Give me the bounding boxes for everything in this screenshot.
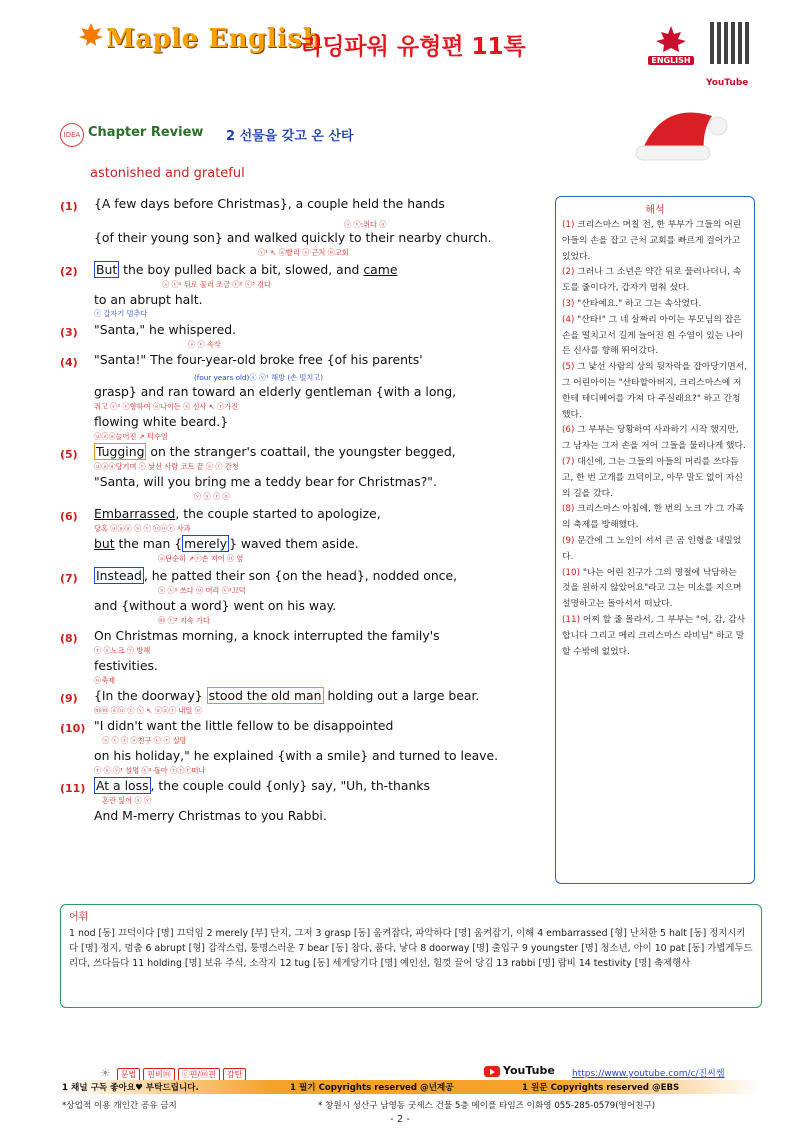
legend-tag: 문법: [117, 1068, 140, 1081]
sentence-number: (1): [60, 200, 78, 213]
youtube-label[interactable]: YouTube: [706, 78, 749, 88]
annotation: 쥐고 ⓥ² ⓡ향하여 ⓐ나이든 ⓢ 신사 ↖ ⓡ가진: [94, 402, 239, 411]
translation-item: (8) 크리스마스 아침에, 한 번의 노크 가 그 가족의 축제를 방해했다.: [562, 504, 745, 531]
translation-item: (6) 그 부부는 당황하여 사과하기 시작 했지만, 그 남자는 그저 손을 저어 그들을 물러나게 했다.: [562, 425, 746, 452]
vocabulary-title: 어휘: [69, 912, 89, 923]
passage-line: But the boy pulled back a bit, slowed, and came: [96, 262, 398, 277]
annotation: ⓢ ⓥ ⓡ ⓞ친구 ⓒ ⓡ 실망: [102, 736, 187, 745]
passage-line: "I didn't want the little fellow to be disappointed: [94, 718, 394, 733]
annotation: ⓥ ⓢ ⓡ ⓞ: [194, 492, 230, 501]
passage-line: "Santa!" The four-year-old broke free {of his parents': [94, 352, 423, 367]
sentence-number: (11): [60, 782, 86, 795]
sentence-number: (10): [60, 722, 86, 735]
passage-line: Instead , he patted their son {on the head}, nodded once,: [96, 568, 458, 583]
sentence-number: (7): [60, 572, 78, 585]
passage-line: {A few days before Christmas}, a couple held the hands: [94, 196, 445, 211]
maple-leaf-icon: [78, 22, 104, 48]
sun-icon: ☀: [100, 1066, 111, 1080]
passage-line: "Santa," he whispered.: [94, 322, 237, 337]
translation-item: (7) 대신에, 그는 그들의 아들의 머리를 쓰다듬고, 한 번 고개를 끄덕이고, 아무 말도 없이 자신의 길을 갔다.: [562, 456, 743, 499]
passage-line: grasp} and ran toward an elderly gentleman {with a long,: [94, 384, 457, 399]
sentence-number: (9): [60, 692, 78, 705]
vocabulary-box: [60, 904, 762, 1008]
translation-title: 해석: [645, 205, 665, 216]
sentence-number: (8): [60, 632, 78, 645]
passage-line: {In the doorway} stood the old man holding out a large bear.: [94, 688, 480, 703]
annotation: ⓢ ⓥ 속삭: [188, 340, 221, 349]
sentence-number: (3): [60, 326, 78, 339]
page-number: - 2 -: [390, 1114, 410, 1125]
sentence-number: (4): [60, 356, 78, 369]
annotation: ⓐ단순히 ↗ⓥ손 저어 ⓞ 옆: [158, 554, 244, 563]
footer-note: 1 원문 Copyrights reserved @EBS: [522, 1083, 680, 1093]
chapter-subtitle: 2 선물을 갖고 온 산타: [226, 129, 354, 144]
annotation: ⓢ ⓥ¹ 쓰다 ⓞ 머리 ⓥ²끄덕: [158, 586, 246, 595]
sentence-number: (2): [60, 265, 78, 278]
brand-name: Maple English: [106, 24, 322, 54]
annotation: ⓢ ⓥ:쥐다 ⓞ: [344, 220, 387, 229]
annotation: ⓡ ⓢ노크 ⓥ 방해: [94, 646, 151, 655]
logo-label: ENGLISH: [648, 56, 694, 65]
annotation: ⓡ 갑자기 멈추다: [94, 309, 148, 318]
footer-note: *상업적 이용 개인간 공유 금지: [62, 1101, 177, 1111]
passage-line: flowing white beard.}: [94, 414, 229, 429]
legend-tag: ⓒ핀/ⓜ핀: [178, 1068, 220, 1081]
annotation: ⓡ ⓢ ⓥ¹ 설명 ⓥ² 돌아 ⓡⓡⓡ떠나: [94, 766, 206, 775]
passage-line: {of their young son} and walked quickly to their nearby church.: [94, 230, 492, 245]
passage-line: Tugging on the stranger's coattail, the youngster begged,: [96, 444, 456, 459]
sentence-number: (6): [60, 510, 78, 523]
passage-line: and {without a word} went on his way.: [94, 598, 337, 613]
annotation: 혼란 잃어 ⓢ ⓥ: [102, 796, 152, 805]
youtube-play-icon: [484, 1066, 500, 1077]
footer-note: 1 필기 Copyrights reserved @넌계공: [290, 1083, 454, 1093]
annotation: ⓜⓜ ⓐⓐ ⓥ ⓢ ↖ ⓐⓐⓡ 내밀 ⓞ: [94, 706, 202, 715]
translation-item: (11) 어찌 할 줄 몰라서, 그 부부는 "어, 감, 감사합니다 그리고 메리 크리스마스 라비님" 하고 말할 수밖에 없었다.: [562, 614, 746, 657]
passage-line: "Santa, will you bring me a teddy bear for Christmas?".: [94, 474, 437, 489]
annotation: ⓐⓐⓐ당기며 ⓡ 낯선 사람 코트 끝 ⓢ ⓥ 간청: [94, 462, 239, 471]
translation-item: (2) 그러나 그 소년은 약간 뒤로 물러나더니, 속도를 줄이다가, 갑자기 멈춰 섰다.: [562, 267, 742, 294]
chapter-title: Chapter Review: [88, 125, 204, 140]
youtube-link[interactable]: https://www.youtube.com/c/진씨쌤: [572, 1069, 725, 1079]
passage-line: on his holiday," he explained {with a smile} and turned to leave.: [94, 748, 499, 763]
footer-note: 1 채널 구독 좋아요♥ 부탁드립니다.: [62, 1083, 199, 1093]
sentence-number: (5): [60, 448, 78, 461]
translation-item: (5) 그 낯선 사람의 상의 뒷자락을 잡아당기면서, 그 어린아이는 "산타할아버지, 크리스마스에 저한테 테디베어를 가져 다 주실래요?" 하고 간청했다.: [562, 362, 748, 420]
book-title: 리딩파워 유형편 11톡: [300, 34, 526, 60]
translation-item: (1) 크리스마스 며칠 전, 한 부부가 그들의 어린 아들의 손을 잡고 근처 교회를 빠르게 걸어가고 있었다.: [562, 220, 742, 262]
passage-line: And M-merry Christmas to you Rabbi.: [94, 808, 327, 823]
idea-icon: IDEA: [60, 123, 84, 147]
qr-code-icon[interactable]: [710, 22, 752, 64]
footer-address: * 창원시 성산구 남영동 굿세스 건물 5층 메이플 타임즈 이화영 055-285-0579(영어친구): [318, 1101, 656, 1111]
legend-tag: 감탄: [223, 1068, 246, 1081]
passage-line: Embarrassed, the couple started to apologize,: [94, 506, 381, 521]
translation-item: (10) "나는 어린 친구가 그의 명절에 낙담하는 것을 원하지 않았어요"라고 그는 미소를 지으며 설명하고는 돌아서서 떠났다.: [562, 567, 742, 610]
legend-tag: 핀비ⓜ: [143, 1068, 174, 1081]
annotation: ⓜ ⓥ³ 지속 가다: [158, 616, 210, 625]
annotation: ⓞ축제: [94, 676, 116, 685]
passage-line: but the man { merely } waved them aside.: [94, 536, 359, 551]
translation-item: (3) "산타예요." 하고 그는 속삭였다.: [562, 298, 702, 309]
translation-item: (4) "산타!" 그 네 살짜리 아이는 부모님의 잡은 손을 떨치고서 길게 늘어진 흰 수염이 있는 나이든 신사를 향해 뛰어갔다.: [562, 314, 744, 357]
youtube-logo[interactable]: YouTube: [484, 1064, 555, 1077]
translation-item: (9) 문간에 그 노인이 서서 큰 곰 인형을 내밀었다.: [562, 535, 742, 562]
legend-tags: [100, 1062, 249, 1081]
annotation: ⓥ¹ ↖ ⓐ빨리 ⓢ 근처 ⓝ교회: [258, 248, 349, 257]
passage-line: On Christmas morning, a knock interrupted the family's: [94, 628, 440, 643]
vocabulary-list: 1 nod [동] 끄덕이다 [명] 끄덕임 2 merely [부] 단지, 그저 3 grasp [동] 움켜잡다, 파악하다 [명] 움켜잡기, 이해 4 embarrassed [형] 난처한 5 halt [동] 정지시키다 [명] 정지, 멈춤 6 abrupt [형] 갑작스럽, 퉁명스러운 7 bear [동] 참다, 품다, 낳다 8 doorway [명] 출입구 9 youngster [명] 청소년, 아이 10 pat [동] 가볍게두드리다, 쓰다듬다 11 holding [명] 보유 주식, 소작지 12 tug [동] 세게당기다 [명] 예인선, 힘껏 끌어 당김 13 rabbi [명] 랍비 14 testivity [명] 축제행사: [69, 928, 753, 969]
page-header: [0, 0, 800, 110]
annotation: ⓢ ⓥ¹ 뒤로 물러 조금 ⓥ² ⓥ³ 겪다: [162, 280, 271, 289]
passage-line: to an abrupt halt.: [94, 292, 203, 307]
passage-line: At a loss , the couple could {only} say, "Uh, th-thanks: [96, 778, 430, 793]
annotation: 당혹 ⓐⓐⓐ ⓢ ⓥ ⓞⓞⓡ 사과: [94, 524, 191, 533]
passage-heading: astonished and grateful: [90, 166, 245, 181]
santa-hat-icon: [632, 96, 732, 166]
annotation: (four years old)ⓢ ⓥ¹ 해방 (손 떨치고): [194, 373, 324, 382]
translation-box: [555, 196, 755, 884]
annotation: ⓐⓐⓐ늘어진 ↗ 턱수염: [94, 432, 168, 441]
passage-line: festivities.: [94, 658, 158, 673]
